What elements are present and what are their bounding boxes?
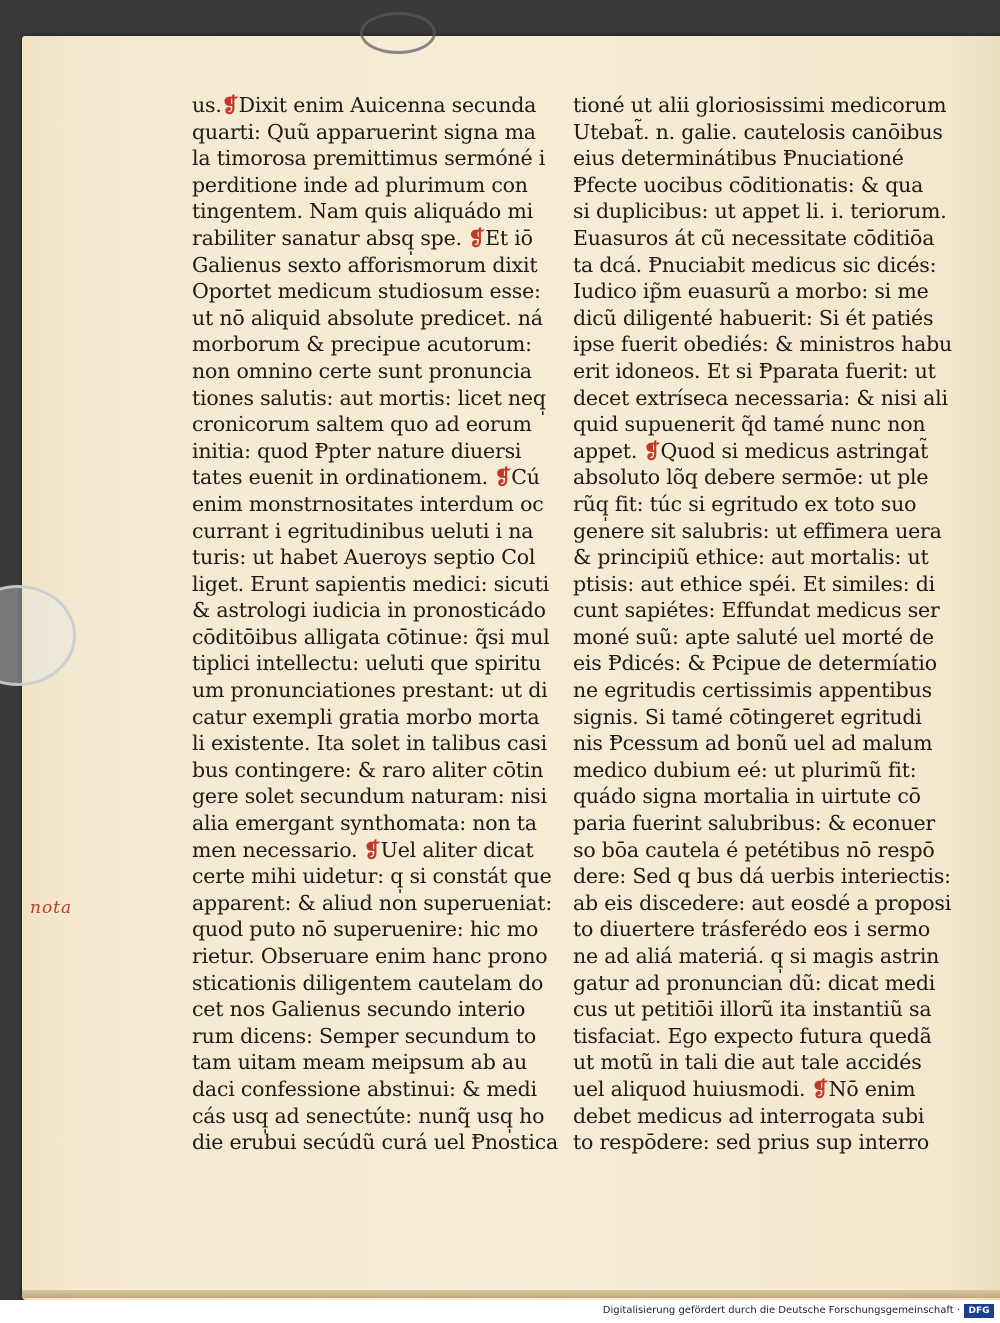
text-line: tates euenit in ordinationem. ❡Cú <box>192 465 540 490</box>
text-line: initia: quod Ᵽpter nature diuersi <box>192 438 522 463</box>
text-line: quádo signa mortalia in uirtute cō <box>573 784 921 809</box>
paper-clip-top <box>360 12 436 54</box>
text-line: cunt sapiétes: Effundat medicus ser <box>573 598 940 623</box>
text-line: Iudico ip̃m euasurũ a morbo: si me <box>573 279 929 304</box>
text-line: ipse fuerit obediés: & ministros habu <box>573 332 953 357</box>
text-line: Utebat̃. n. galie. cautelosis canōibus <box>573 119 943 144</box>
text-line: & astrologi iudicia in pronosticádo <box>192 598 546 623</box>
text-line: enim monstrnositates interdum oc <box>192 491 544 516</box>
text-line: moné suũ: apte saluté uel morté de <box>573 624 934 649</box>
text-line: appet. ❡Quod si medicus astringat̃ <box>573 438 929 463</box>
text-line: men necessario. ❡Uel aliter dicat <box>192 837 534 862</box>
text-line: alia emergant synthomata: non ta <box>192 811 537 836</box>
page-stack-edge <box>22 1290 1000 1298</box>
text-line: tisfaciat. Ego expecto futura quedã <box>573 1023 932 1048</box>
rubric-mark: ❡ <box>643 438 661 463</box>
right-text-column <box>573 92 952 1156</box>
text-line: so bōa cautela é petétibus nō respō <box>573 837 935 862</box>
text-line: ut nō aliquid absolute predicet. ná <box>192 305 543 330</box>
text-line: Galienus sexto afforismorum dixit <box>192 252 538 277</box>
text-line: tioné ut alii gloriosissimi medicorum <box>573 93 947 117</box>
text-line: currant i egritudinibus ueluti i na <box>192 518 534 543</box>
text-line: gatur ad pronuncian dũ: dicat medi <box>573 970 936 995</box>
text-line: tiones salutis: aut mortis: licet neq̩ <box>192 385 546 410</box>
text-line: paria fuerint salubribus: & econuer <box>573 811 935 836</box>
text-line: quod puto nō superuenire: hic mo <box>192 917 539 942</box>
rubric-mark: ❡ <box>363 837 381 862</box>
text-line: bus contingere: & raro aliter cōtin <box>192 757 544 782</box>
text-line: ptisis: aut ethice spéi. Et similes: di <box>573 571 936 596</box>
text-line: us.❡Dixit enim Auicenna secunda <box>192 93 537 117</box>
text-line: gere solet secundum naturam: nisi <box>192 784 547 809</box>
digitization-footer <box>0 1300 1000 1323</box>
text-line: cōditōibus alligata cōtinue: q̃si mul <box>192 624 550 649</box>
text-line: quid supuenerit q̃d tamé nunc non <box>573 412 926 437</box>
text-line: rabiliter sanatur absq̩ spe. ❡Et iō <box>192 225 533 250</box>
text-line: sticationis diligentem cautelam do <box>192 970 544 995</box>
text-line: Ᵽfecte uocibus cōditionatis: & qua <box>573 172 924 197</box>
text-line: medico dubium eé: ut plurimũ fit: <box>573 757 917 782</box>
text-line: cronicorum saltem quo ad eorum <box>192 412 532 437</box>
text-line: cás usq̩ ad senectúte: nunq̃ usq̩ ho <box>192 1103 545 1128</box>
text-line: dicũ diligenté habuerit: Si ét patiés <box>573 305 934 330</box>
text-line: perditione inde ad plurimum con <box>192 172 528 197</box>
left-text-column <box>192 92 558 1156</box>
text-line: ne egritudis certissimis appentibus <box>573 678 932 703</box>
text-line: rum dicens: Semper secundum to <box>192 1023 536 1048</box>
text-line: signis. Si tamé cōtingeret egritudi <box>573 704 922 729</box>
text-line: tiplici intellectu: ueluti que spiritu <box>192 651 542 676</box>
text-line: to respōdere: sed prius sup interro <box>573 1130 930 1155</box>
text-line: si duplicibus: ut appet li. i. teriorum. <box>573 199 947 224</box>
text-line: ne ad aliá materiá. q̩ si magis astrin <box>573 944 940 968</box>
text-line: certe mihi uidetur: q̩ si constát que <box>192 864 552 889</box>
text-line: cus ut petitiōi illorũ ita instantiũ sa <box>573 997 932 1022</box>
rubric-mark: ❡ <box>811 1076 829 1101</box>
text-line: cet nos Galienus secundo interio <box>192 997 526 1022</box>
text-line: absoluto lõq debere sermōe: ut ple <box>573 465 929 490</box>
text-line: debet medicus ad interrogata subi <box>573 1103 925 1128</box>
text-line: die erubui secúdũ curá uel Ᵽnostica <box>192 1130 559 1155</box>
text-line: erit idoneos. Et si Ᵽparata fuerit: ut <box>573 358 936 383</box>
text-line: liget. Erunt sapientis medici: sicuti <box>192 571 550 596</box>
text-line: & principiũ ethice: aut mortalis: ut <box>573 545 929 570</box>
text-line: ta dcá. Ᵽnuciabit medicus sic dicés: <box>573 252 937 277</box>
text-line: ab eis discedere: aut eosdé a proposi <box>573 890 952 915</box>
rubric-mark: ❡ <box>494 465 512 490</box>
text-line: dere: Sed q bus dá uerbis interiectis: <box>573 864 951 889</box>
text-line: decet extríseca necessaria: & nisi ali <box>573 385 948 410</box>
text-line: la timorosa premittimus sermóné i <box>192 146 546 171</box>
text-line: turis: ut habet Aueroys septio Col <box>192 545 536 570</box>
text-line: eius determinátibus Ᵽnuciationé <box>573 146 904 171</box>
text-line: morborum & precipue acutorum: <box>192 332 532 357</box>
text-line: apparent: & aliud non superueniat: <box>192 890 553 915</box>
text-line: tam uitam meam meipsum ab au <box>192 1050 527 1075</box>
text-line: nis Ᵽcessum ad bonũ uel ad malum <box>573 731 933 756</box>
text-line: tingentem. Nam quis aliquádo mi <box>192 199 533 224</box>
text-line: catur exempli gratia morbo morta <box>192 704 540 729</box>
text-line: um pronunciationes prestant: ut di <box>192 678 548 703</box>
text-line: to diuertere trásferédo eos i sermo <box>573 917 930 942</box>
dfg-logo: DFG <box>964 1304 994 1318</box>
text-line: li existente. Ita solet in talibus casi <box>192 731 547 756</box>
text-line: quarti: Quũ apparuerint signa ma <box>192 119 536 144</box>
rubric-mark: ❡ <box>468 225 486 250</box>
margin-note: nota <box>30 898 73 918</box>
text-line: non omnino certe sunt pronuncia <box>192 358 532 383</box>
rubric-mark: ❡ <box>221 93 239 117</box>
text-line: daci confessione abstinui: & medi <box>192 1076 537 1101</box>
footer-credit: Digitalisierung gefördert durch die Deutsche Forschungsgemeinschaft · <box>602 1305 960 1316</box>
text-line: Euasuros át cũ necessitate cōditiōa <box>573 225 935 250</box>
text-line: genere sit salubris: ut effimera uera <box>573 518 942 543</box>
text-line: uel aliquod huiusmodi. ❡Nō enim <box>573 1076 916 1101</box>
text-line: eis Ᵽdicés: & Ᵽcipue de determíatio <box>573 651 937 676</box>
text-line: rũq̩ fit: túc si egritudo ex toto suo <box>573 491 917 516</box>
text-line: Oportet medicum studiosum esse: <box>192 279 541 304</box>
text-line: ut motũ in tali die aut tale accidés <box>573 1050 922 1075</box>
text-line: rietur. Obseruare enim hanc prono <box>192 944 548 968</box>
